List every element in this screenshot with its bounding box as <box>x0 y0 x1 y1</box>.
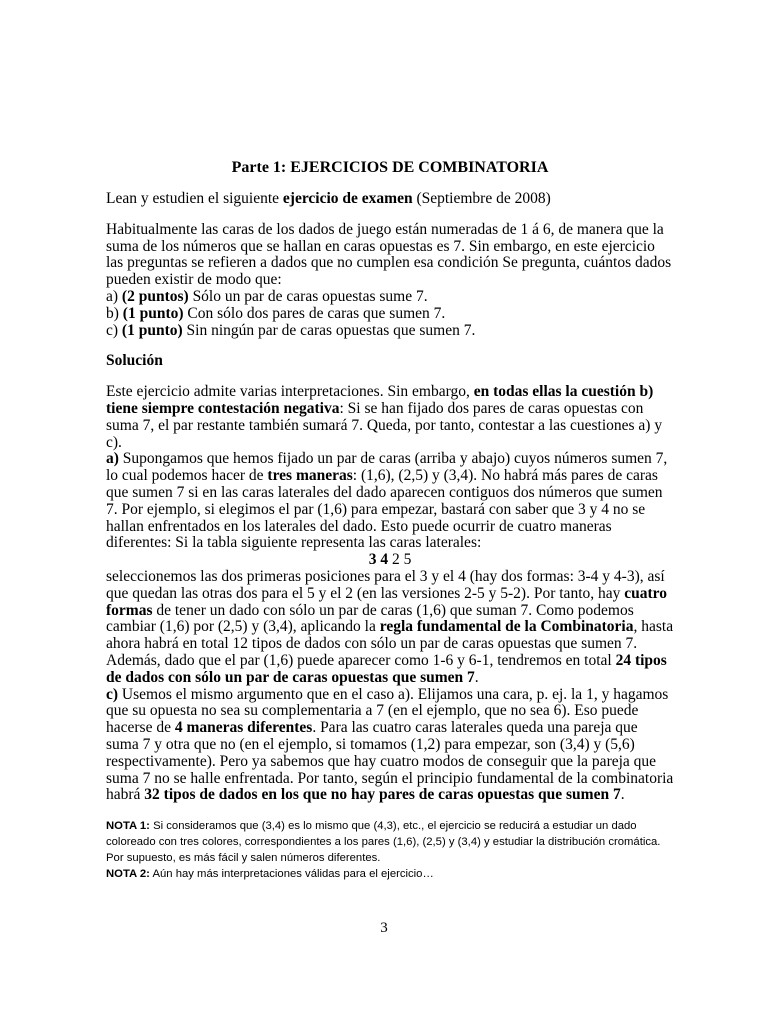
part-a-text: de tener un dado con sólo un par de caras (1,6) que suman 7. Como podemos cambiar (1,6) por (2,5) y (3,4), aplicando la <box>106 601 634 636</box>
part-a-result: 24 tipos de dados con sólo un par de caras opuestas que sumen 7 <box>106 651 667 686</box>
part-a-text: seleccionemos las dos primeras posiciones para el 3 y el 4 (hay dos formas: 3-4 y 4-3), así que quedan las otras dos para el 5 y el 2 (en las versiones 2-5 y 5-2). Por tanto, hay <box>106 567 665 602</box>
solution-sentence: : Si se han fijado dos pares de caras opuestas con suma 7, el par restante también sumará 7. Queda, por tanto, contestar a las cuestiones a) y c). <box>106 399 663 451</box>
part-c-text: . Para las cuatro caras laterales queda una pareja que suma 7 y otra que no (en el ejemplo, si tomamos (1,2) para empezar, son (3,4) y (5,6) respectivamente). Pero ya sabemos que hay cuatro modos de conseguir que la pareja que suma 7 no se halle enfrentada. Por tanto, según el principio fundamental de la combinatoria habrá <box>106 719 674 804</box>
intro-paragraph <box>106 191 674 208</box>
part-c-emphasis: 4 maneras diferentes <box>174 719 313 737</box>
question-text: Sin ningún par de caras opuestas que sumen 7. <box>182 321 476 339</box>
part-c-label: c) <box>106 685 119 703</box>
question-text: Con sólo dos pares de caras que sumen 7. <box>183 304 446 322</box>
question-text: Sólo un par de caras opuestas sume 7. <box>188 287 428 305</box>
part-a-text: : (1,6), (2,5) y (3,4). No habrá más pares de caras que sumen 7 si en las caras laterales del dado aparecen contiguos dos números que sumen 7. Por ejemplo, si elegimos el par (1,6) para empezar, bastará con saber que 3 y 4 no se hallan enfrentados en los laterales del dado. Esto puede ocurrir de cuatro maneras diferentes: Si la tabla siguiente representa las caras laterales: <box>106 467 663 552</box>
question-c <box>106 322 475 339</box>
note-2-text: Aún hay más interpretaciones válidas para el ejercicio… <box>149 868 434 881</box>
document-body <box>106 158 674 882</box>
part-a-label: a) <box>106 450 119 468</box>
lateral-faces-table <box>106 552 674 569</box>
part-c-text: . <box>620 786 625 804</box>
question-letter: b) <box>106 304 123 322</box>
problem-text: Habitualmente las caras de los dados de juego están numeradas de 1 á 6, de manera que la suma de los números que se hallan en caras opuestas es 7. Sin embargo, en este ejercicio las preguntas se refieren a dados que no cumplen esa condición Se pregunta, cuántos dados pueden existir de modo que: <box>106 220 672 289</box>
page-number: 3 <box>380 920 388 936</box>
intro-emphasis: ejercicio de examen <box>282 190 413 207</box>
question-points: (1 punto) <box>122 304 184 322</box>
part-a-text: . <box>474 668 479 686</box>
question-letter: c) <box>106 321 122 339</box>
solution-emphasis: en todas ellas la cuestión b) tiene siempre contestación negativa <box>106 383 654 417</box>
note-1-text: Si consideramos que (3,4) es lo mismo que (4,3), etc., el ejercicio se reducirá a estudiar un dado coloreado con tres colores, correspondientes a los pares (1,6), (2,5) y (3,4) y estudiar la distribución cromática. Por supuesto, es más fácil y salen números diferentes. <box>106 820 661 865</box>
note-1-label: NOTA 1: <box>106 820 150 833</box>
question-points: (1 punto) <box>121 321 183 339</box>
problem-statement <box>106 222 674 340</box>
table-fixed-faces: 3 4 <box>368 551 389 569</box>
table-other-faces: 2 5 <box>388 551 412 569</box>
solution-text-continued <box>106 569 674 804</box>
note-2-label: NOTA 2: <box>106 868 150 881</box>
question-a <box>106 288 428 305</box>
intro-date: (Septiembre de 2008) <box>412 190 551 207</box>
page-title: Parte 1: EJERCICIOS DE COMBINATORIA <box>231 159 549 176</box>
part-a-emphasis: cuatro formas <box>106 584 668 619</box>
part-c-text: Usemos el mismo argumento que en el caso a). Elijamos una cara, p. ej. la 1, y hagamos que su opuesta no sea su complementaria a 7 (en el ejemplo, que no sea 6). Eso puede hacerse de <box>106 685 669 737</box>
question-b <box>106 305 445 322</box>
part-c-result: 32 tipos de dados en los que no hay pares de caras opuestas que sumen 7 <box>144 786 621 804</box>
solution-sentence: Este ejercicio admite varias interpretaciones. Sin embargo, <box>106 383 474 401</box>
solution-text <box>106 384 674 552</box>
question-points: (2 puntos) <box>121 287 189 305</box>
part-a-text: Supongamos que hemos fijado un par de caras (arriba y abajo) cuyos números sumen 7, lo cual podemos hacer de <box>106 450 668 485</box>
notes <box>106 818 674 882</box>
question-letter: a) <box>106 287 122 305</box>
intro-text: Lean y estudien el siguiente <box>106 190 283 207</box>
part-a-emphasis: regla fundamental de la Combinatoria <box>379 618 634 636</box>
part-a-text: , hasta ahora habrá en total 12 tipos de dados con sólo un par de caras opuestas que sumen 7. Además, dado que el par (1,6) puede aparecer como 1-6 y 6-1, tendremos en total <box>106 618 674 669</box>
solution-heading: Solución <box>106 352 163 370</box>
part-a-emphasis: tres maneras <box>267 467 353 485</box>
